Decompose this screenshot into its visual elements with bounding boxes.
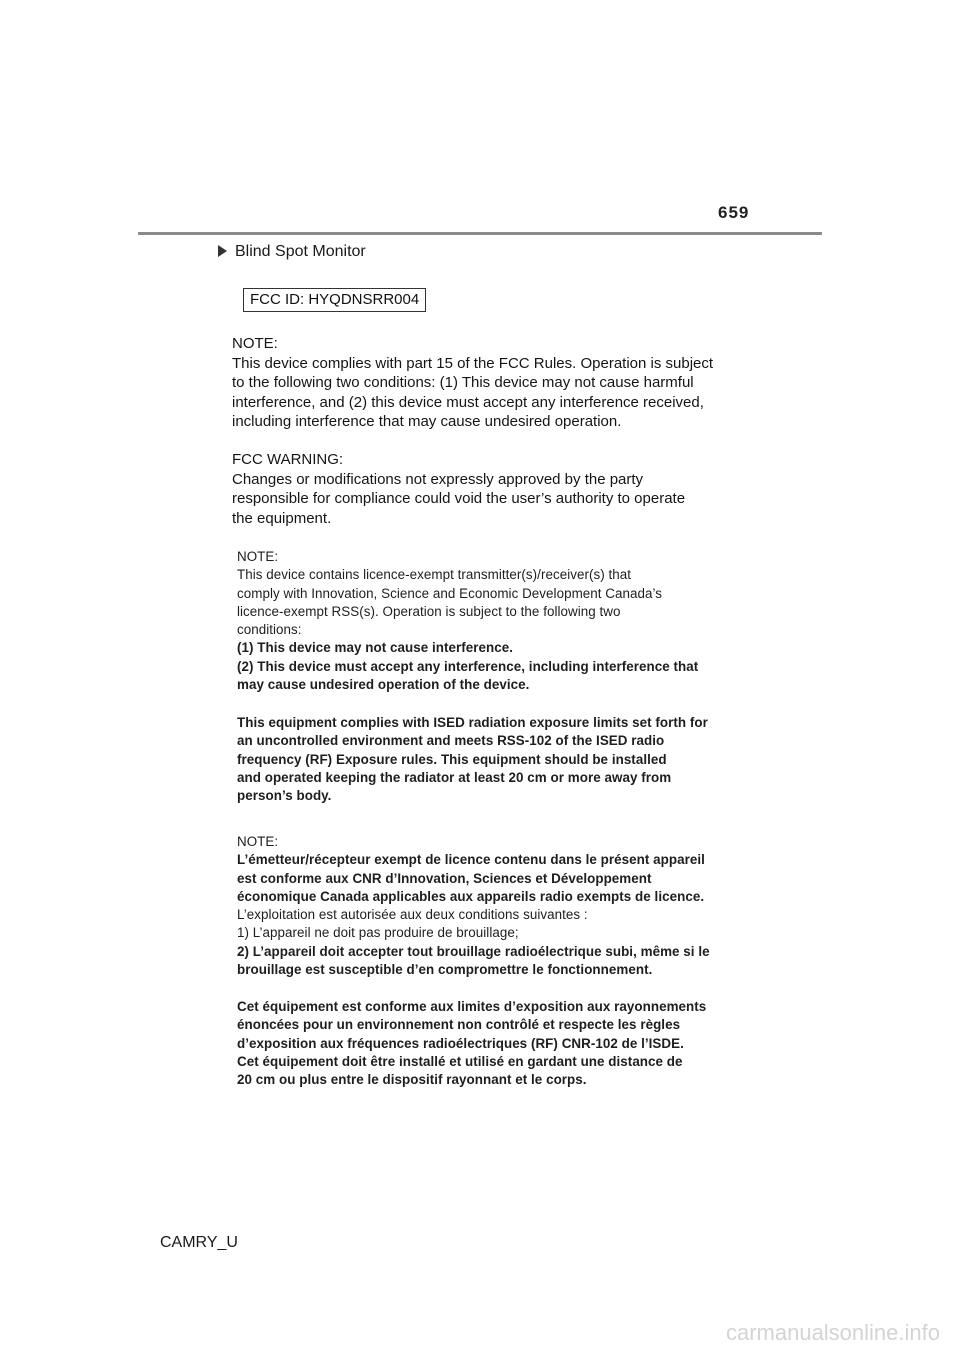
fcc-note-heading: NOTE: bbox=[232, 335, 278, 352]
section-title bbox=[218, 243, 366, 261]
fcc-id-box: FCC ID: HYQDNSRR004 bbox=[243, 288, 426, 312]
fcc-warning-heading: FCC WARNING: bbox=[232, 451, 344, 468]
french-note-line: L’émetteur/récepteur exempt de licence contenu dans le présent appareil bbox=[237, 852, 705, 868]
fcc-warning-line: the equipment. bbox=[232, 509, 332, 527]
ised-note-line: may cause undesired operation of the device. bbox=[237, 677, 530, 693]
french-note-block bbox=[237, 833, 710, 979]
french-note-line: brouillage est susceptible d’en compromettre le fonctionnement. bbox=[237, 962, 653, 978]
ised-exposure-line: This equipment complies with ISED radiation exposure limits set forth for bbox=[237, 715, 708, 730]
french-exposure-line: énoncées pour un environnement non contrôlé et respecte les règles bbox=[237, 1017, 681, 1033]
watermark: carmanualsonline.info bbox=[725, 1320, 940, 1345]
french-exposure-line: Cet équipement doit être installé et utilisé en gardant une distance de bbox=[237, 1053, 683, 1069]
french-note-line: économique Canada applicables aux appareils radio exempts de licence. bbox=[237, 888, 705, 904]
section-title-text: Blind Spot Monitor bbox=[235, 243, 366, 260]
french-note-line: est conforme aux CNR d’Innovation, Sciences et Développement bbox=[237, 870, 652, 886]
fcc-warning-block bbox=[232, 450, 685, 528]
ised-note-line: (2) This device must accept any interference, including interference that bbox=[237, 658, 699, 674]
compliance-label-image bbox=[220, 280, 740, 1100]
french-exposure-block bbox=[237, 998, 706, 1089]
french-note-line: L’exploitation est autorisée aux deux conditions suivantes : bbox=[237, 907, 588, 923]
ised-note-line: conditions: bbox=[237, 622, 302, 638]
ised-note-line: This device contains licence-exempt transmitter(s)/receiver(s) that bbox=[237, 567, 632, 583]
ised-note-heading: NOTE: bbox=[237, 549, 279, 564]
fcc-note-line: interference, and (2) this device must accept any interference received, bbox=[232, 393, 704, 411]
ised-note-line: (1) This device may not cause interference. bbox=[237, 640, 514, 656]
fcc-warning-line: responsible for compliance could void the user’s authority to operate bbox=[232, 490, 686, 507]
header-rule bbox=[138, 232, 822, 235]
footer-model: CAMRY_U bbox=[160, 1234, 238, 1251]
french-exposure-line: d’exposition aux fréquences radioélectriques (RF) CNR-102 de l’ISDE. bbox=[237, 1035, 684, 1051]
french-exposure-line: 20 cm ou plus entre le dispositif rayonnant et le corps. bbox=[237, 1072, 587, 1088]
fcc-note-line: This device complies with part 15 of the FCC Rules. Operation is subject bbox=[232, 354, 714, 372]
ised-exposure-line: person’s body. bbox=[237, 788, 332, 804]
ised-note-line: licence-exempt RSS(s). Operation is subject to the following two bbox=[237, 603, 621, 619]
fcc-note-line: including interference that may cause undesired operation. bbox=[232, 413, 622, 430]
ised-note-line: comply with Innovation, Science and Economic Development Canada’s bbox=[237, 585, 663, 601]
ised-exposure-line: frequency (RF) Exposure rules. This equipment should be installed bbox=[237, 751, 667, 767]
french-note-line: 1) L’appareil ne doit pas produire de brouillage; bbox=[237, 925, 519, 941]
ised-note-block bbox=[237, 548, 698, 694]
french-note-line: 2) L’appareil doit accepter tout brouillage radioélectrique subi, même si le bbox=[237, 943, 710, 959]
fcc-warning-line: Changes or modifications not expressly approved by the party bbox=[232, 470, 644, 488]
fcc-note-line: to the following two conditions: (1) This device may not cause harmful bbox=[232, 374, 694, 391]
french-exposure-line: Cet équipement est conforme aux limites d’exposition aux rayonnements bbox=[237, 999, 707, 1014]
ised-exposure-block bbox=[237, 714, 708, 805]
page-number: 659 bbox=[718, 203, 750, 222]
ised-exposure-line: an uncontrolled environment and meets RSS-102 of the ISED radio bbox=[237, 733, 665, 749]
triangle-bullet-icon bbox=[218, 245, 227, 257]
fcc-note-block bbox=[232, 334, 713, 432]
ised-exposure-line: and operated keeping the radiator at least 20 cm or more away from bbox=[237, 769, 672, 785]
french-note-heading: NOTE: bbox=[237, 834, 279, 849]
